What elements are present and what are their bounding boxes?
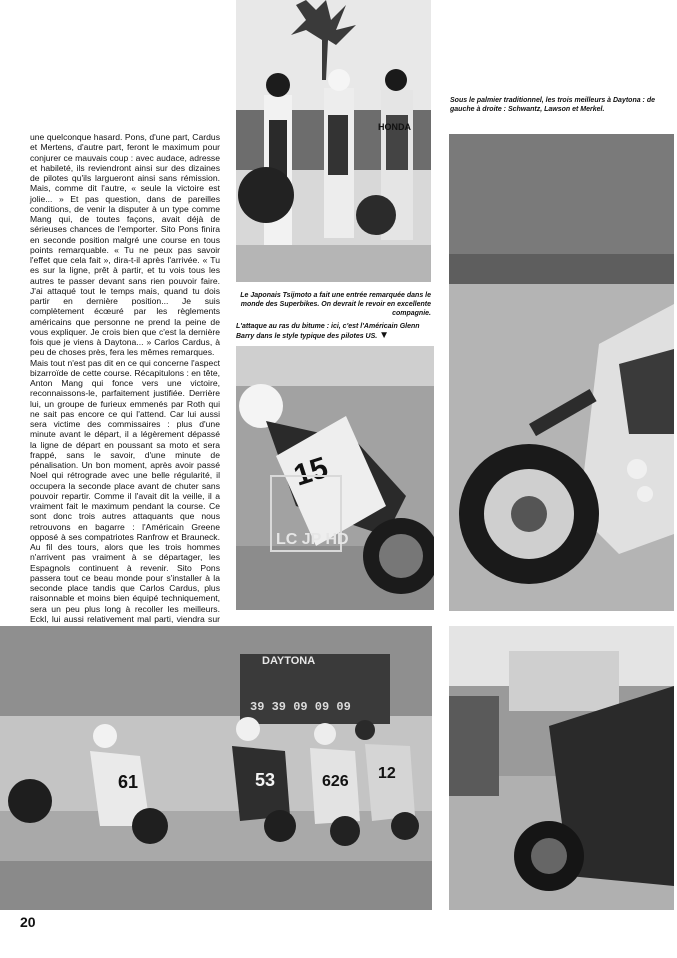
race-number-12: 12 [378, 765, 396, 782]
rider-suit-text: HONDA [378, 122, 411, 132]
watermark-text: LC JP HD [276, 531, 349, 548]
scoreboard-digits: 39 39 09 09 09 [250, 700, 351, 714]
race-number-53: 53 [255, 770, 276, 790]
caption-podium: Sous le palmier traditionnel, les trois meilleurs à Daytona : de gauche à droite : Schwantz, Lawson et Merkel. [450, 97, 656, 113]
bike-number-15: 15 [289, 450, 332, 493]
caption-barry [236, 322, 436, 341]
article-paragraph-2: Mais tout n'est pas dit en ce qui concerne l'aspect bizarroïde de cette course. Récapitulons : en tête, Anton Mang qui fonce vers une victoire, reconnaissons-le, parfaitement justifiée. Derrière lui, un groupe de furieux emmenés par Roth qui ne sait pas encore ce qui l'attend. Car lui aussi sera victime des commissaires : plus d'une minute avant le départ, il a légèrement dépassé la ligne de départ en poussant sa moto et sera frappé, sans le savoir, d'une minute de pénalisation. Un bon moment, après avoir passé Noel qui rétrograde avec une belle régularité, il occupera la seconde place avant de chuter sans pouvoir repartir. Comme il l'avait dit la veille, il a vraiment fait le maximum pendant la course. Ce sont donc trois autres attaquants que nous retrouvons en bagarre : l'Américain Greene opposé à ses compatriotes Ranfrow et Brauneck. Au fil des tours, alors que les trois hommes n'arrivent pas vraiment à se départager, les Espagnols continuent à revenir. Sito Pons passera tout ce beau monde pour s'installer à la seconde place tandis que Carlos Cardus, plus raisonnable et moins bien équipé techniquement, sera un peu plus long à recoller les meilleurs. Eckl, lui aussi relativement mal parti, viendra sur [30, 357, 220, 624]
caption-tsujimoto: Le Japonais Tsijmoto a fait une entrée remarquée dans le monde des Superbikes. On devrait le revoir en excellente compagnie. [240, 292, 431, 317]
tsujimoto-photo [449, 134, 674, 611]
podium-photo [236, 0, 431, 282]
pit-photo [449, 626, 674, 910]
race-number-61: 61 [118, 772, 139, 792]
article-body [30, 132, 220, 675]
race-number-626: 626 [322, 773, 349, 790]
page-number: 20 [20, 914, 36, 930]
down-arrow-icon: ▼ [379, 330, 390, 341]
caption-barry-text: L'attaque au ras du bitume : ici, c'est l'Américain Glenn Barry dans le style typique des pilotes US. [236, 323, 420, 340]
article-paragraph-1: une quelconque hasard. Pons, d'une part, Cardus et Mertens, d'autre part, feront le maximum pour conjurer ce mauvais coup : avec audace, adresse et habileté, ils reviendront ainsi sur des dizaines de pilotes qu'ils largueront ainsi sans rémission. Mais, comme dit l'autre, « seule la victoire est jolie... » Et pas question, dans de pareilles conditions, de venir la disputer à un type comme Mang qui, de toutes façons, avait déjà de sérieuses chances de l'emporter. Sito Pons finira en seconde position malgré une course en tous points remarquable. « Tu ne peux pas savoir l'effet que cela fait », dira-t-il après l'arrivée. « Tu es sur la ligne, prêt à partir, et tu vois tous les autres te passer devant sans rien pouvoir faire. J'ai attaqué tout le temps mais, quand tu dois partir en dernière position... Je suis complètement écœuré par les règlements américains que personne ne prend la peine de vous expliquer. Je crois bien que c'est la dernière fois que je viens à Daytona... » Carlos Cardus, à peu de choses près, fera les mêmes remarques. [30, 132, 220, 358]
scoreboard-sign: DAYTONA [262, 655, 316, 667]
barry-photo [236, 346, 434, 610]
race-pack-photo [0, 626, 432, 910]
